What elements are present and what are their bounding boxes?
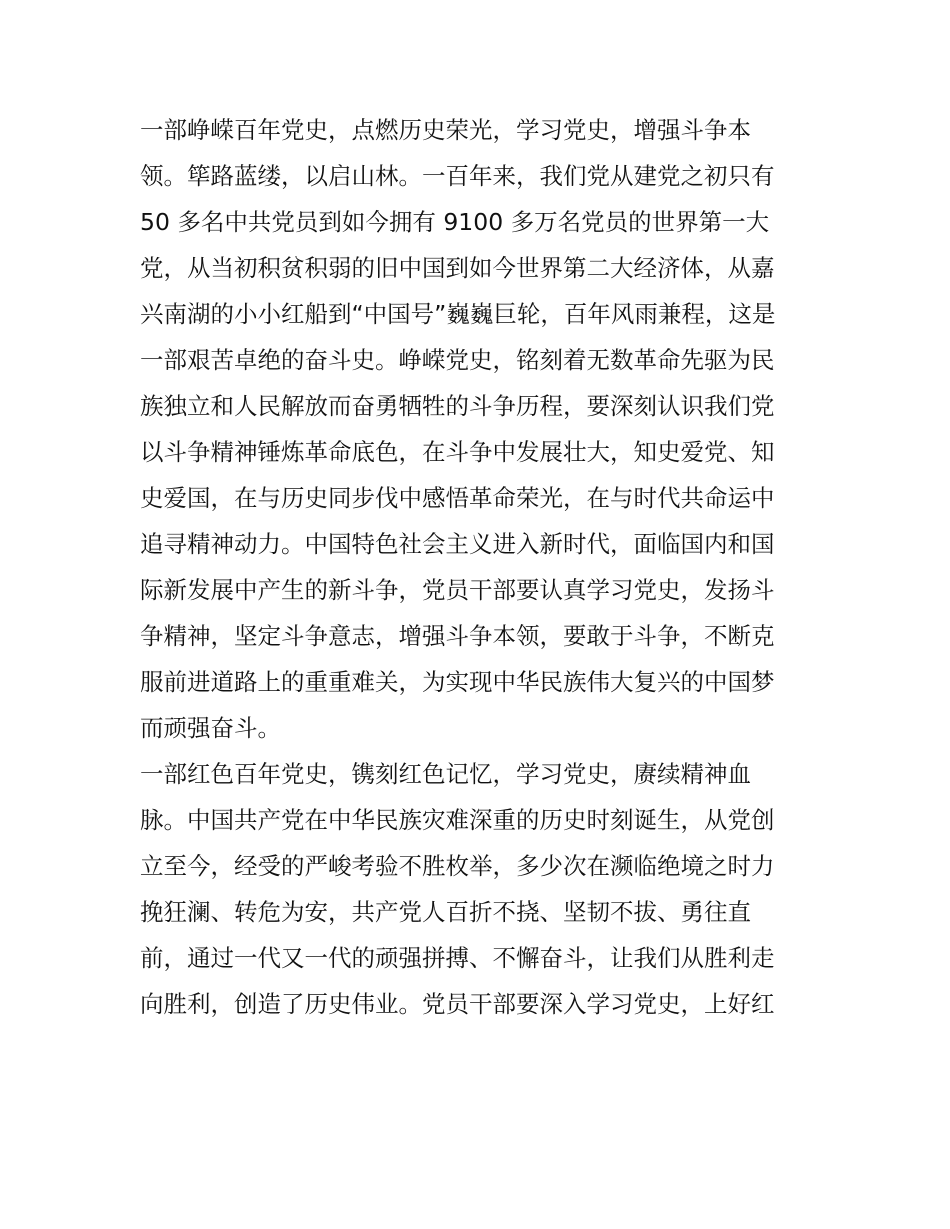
text-line: 前，通过一代又一代的顽强拼搏、不懈奋斗，让我们从胜利走 [140,944,775,972]
text-line: 而顽强奋斗。 [140,714,281,742]
text-line: 党，从当初积贫积弱的旧中国到如今世界第二大经济体，从嘉 [140,254,775,282]
text-line: 追寻精神动力。中国特色社会主义进入新时代，面临国内和国 [140,530,775,558]
text-line: 脉。中国共产党在中华民族灾难深重的历史时刻诞生，从党创 [140,806,775,834]
text-line: 立至今，经受的严峻考验不胜枚举，多少次在濒临绝境之时力 [140,852,775,880]
text-line: 兴南湖的小小红船到“中国号”巍巍巨轮，百年风雨兼程，这是 [140,300,776,328]
text-line: 族独立和人民解放而奋勇牺牲的斗争历程，要深刻认识我们党 [140,392,775,420]
text-line: 史爱国，在与历史同步伐中感悟革命荣光，在与时代共命运中 [140,484,775,512]
text-line: 领。筚路蓝缕，以启山林。一百年来，我们党从建党之初只有 [140,162,775,190]
text-line: 争精神，坚定斗争意志，增强斗争本领，要敢于斗争，不断克 [140,622,775,650]
text-line: 挽狂澜、转危为安，共产党人百折不挠、坚韧不拔、勇往直 [140,898,751,926]
text-line: 向胜利，创造了历史伟业。党员干部要深入学习党史，上好红 [140,990,775,1018]
text-line: 际新发展中产生的新斗争，党员干部要认真学习党史，发扬斗 [140,576,775,604]
text-line: 服前进道路上的重重难关，为实现中华民族伟大复兴的中国梦 [140,668,775,696]
text-line: 一部峥嵘百年党史，点燃历史荣光，学习党史，增强斗争本 [140,116,751,144]
body-text [140,107,820,1027]
text-line: 一部红色百年党史，镌刻红色记忆，学习党史，赓续精神血 [140,760,751,788]
text-line: 以斗争精神锤炼革命底色，在斗争中发展壮大，知史爱党、知 [140,438,775,466]
text-line: 50 多名中共党员到如今拥有 9100 多万名党员的世界第一大 [140,208,770,236]
text-line: 一部艰苦卓绝的奋斗史。峥嵘党史，铭刻着无数革命先驱为民 [140,346,775,374]
